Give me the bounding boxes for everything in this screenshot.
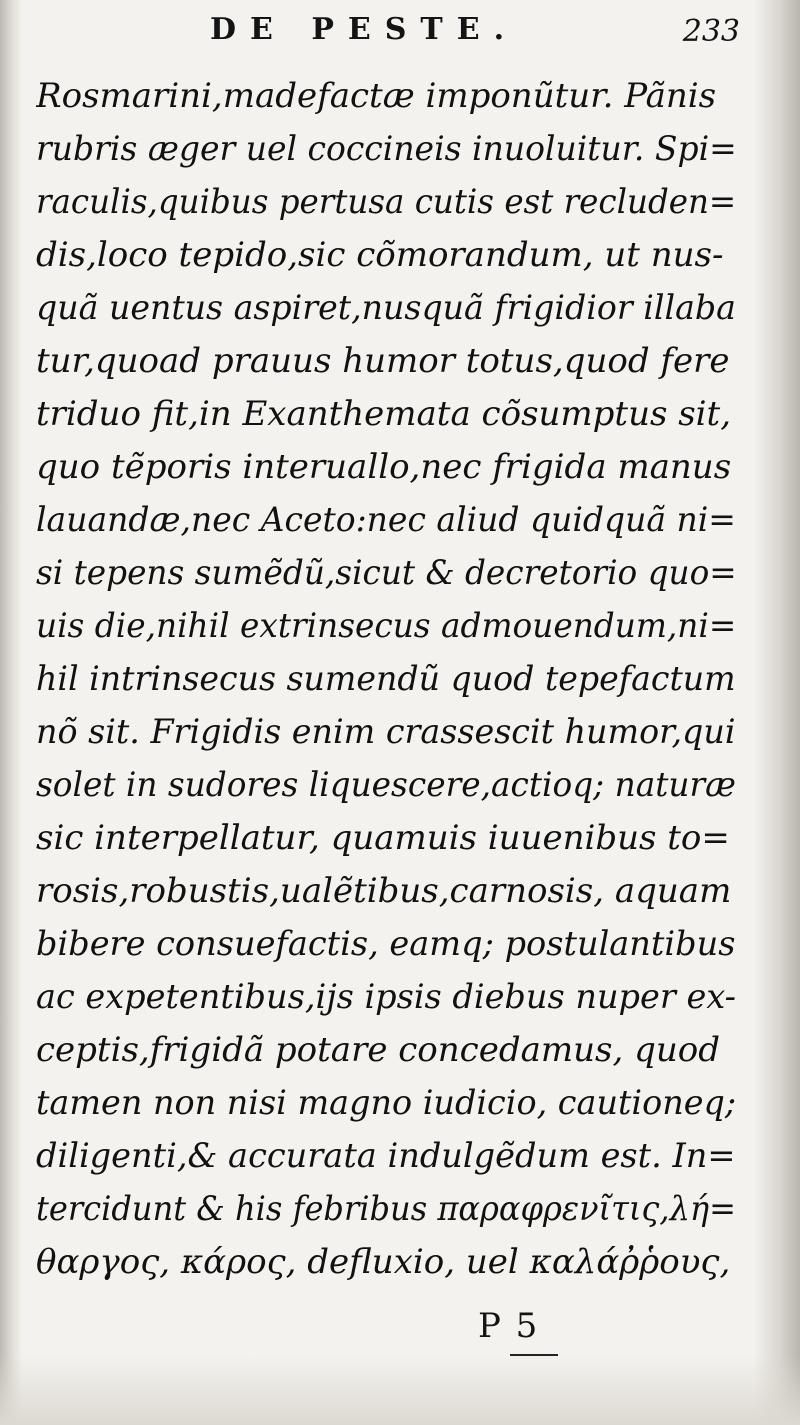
text-line: triduo fit,in Exanthemata cõsumptus sit, [36,394,732,434]
text-line: ceptis,frigidã potare concedamus, quod [36,1030,720,1070]
text-line: rosis,robustis,ualẽtibus,carnosis, aquam [36,871,732,911]
text-line: hil intrinsecus sumendũ quod tepefactum [36,659,736,699]
page-edge [754,0,800,1425]
text-line: dis,loco tepido,sic cõmorandum, ut nus- [36,235,724,275]
text-line: nõ sit. Frigidis enim crassescit humor,qui [36,712,736,752]
gutter-shadow [0,0,22,1425]
text-line: diligenti,& accurata indulgẽdum est. In= [36,1136,736,1176]
text-line: θαργος, κάρος, defluxio, uel καλάῤῥους, [36,1242,731,1282]
text-line: uis die,nihil extrinsecus admouendum,ni= [36,606,737,646]
text-line: si tepens sumẽdũ,sicut & decretorio quo= [36,553,737,593]
text-line: rubris æger uel coccineis inuoluitur. Spi= [36,129,737,169]
signature-rule [510,1354,558,1356]
text-line: raculis,quibus pertusa cutis est recluden= [36,182,737,222]
main-text-block [36,70,736,1289]
signature-mark: P 5 [478,1306,540,1346]
running-header [40,12,740,56]
text-line: sic interpellatur, quamuis iuuenibus to= [36,818,730,858]
text-line: tercidunt & his febribus παραφρενῖτις,λή= [36,1189,736,1229]
text-line: tamen non nisi magno iudicio, cautioneq; [36,1083,737,1123]
text-line: ac expetentibus,ijs ipsis diebus nuper ex- [36,977,736,1017]
text-line: quo tẽporis interuallo,nec frigida manus [36,447,732,487]
text-line: solet in sudores liquescere,actioq; naturæ [36,765,736,805]
text-line: tur,quoad prauus humor totus,quod fere [36,341,730,381]
text-line: quã uentus aspiret,nusquã frigidior illaba [36,288,736,328]
bottom-shadow [0,1355,800,1425]
text-line: lauandæ,nec Aceto:nec aliud quidquã ni= [36,500,736,540]
page-number: 233 [682,14,740,49]
text-line: bibere consuefactis, eamq; postulantibus [36,924,736,964]
text-line: Rosmarini,madefactæ imponũtur. Pãnis [36,76,717,116]
running-title: DE PESTE. [210,12,519,47]
